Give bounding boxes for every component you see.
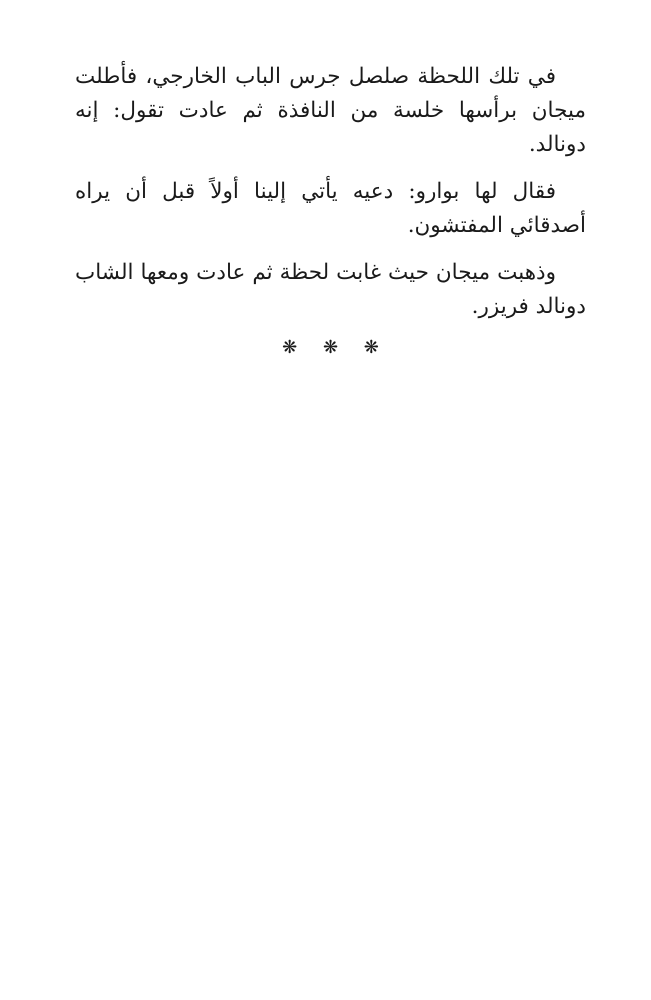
section-separator <box>75 337 586 358</box>
paragraph-3: وذهبت ميجان حيث غابت لحظة ثم عادت ومعها الشاب دونالد فريزر. <box>75 260 586 319</box>
paragraph-1: في تلك اللحظة صلصل جرس الباب الخارجي، فأطلت ميجان برأسها خلسة من النافذة ثم عادت تقول: إنه دونالد. <box>75 64 586 157</box>
asterism-ornament: ❋ <box>363 337 379 358</box>
asterism-ornament: ❋ <box>322 337 339 358</box>
book-page <box>75 60 586 358</box>
asterism-ornament: ❋ <box>282 337 298 358</box>
paragraph-2: فقال لها بوارو: دعيه يأتي إلينا أولاً قبل أن يراه أصدقائي المفتشون. <box>75 179 586 238</box>
